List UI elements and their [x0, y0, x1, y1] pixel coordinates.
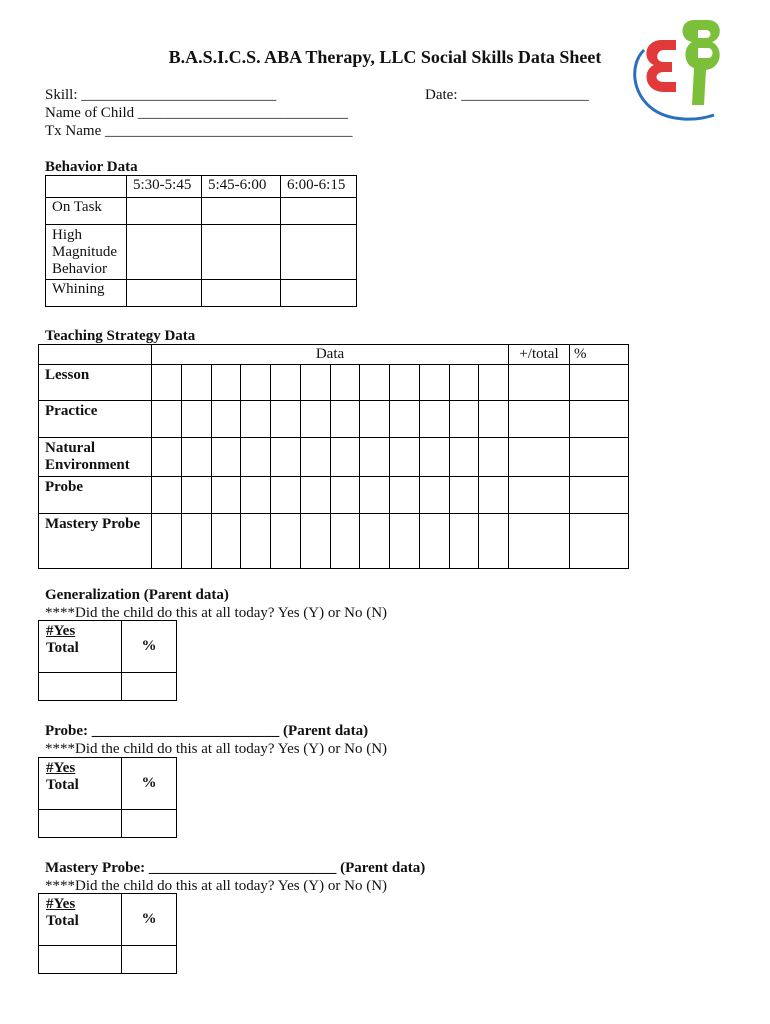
data-cell[interactable]: [479, 365, 509, 401]
mastery-heading: Mastery Probe: _________________________ (Parent data): [45, 860, 426, 876]
teaching-table: [38, 344, 629, 569]
behavior-col-header: 6:00-6:15: [281, 176, 357, 198]
percent-cell[interactable]: [122, 810, 177, 838]
teaching-heading: Teaching Strategy Data: [45, 328, 196, 344]
data-cell[interactable]: [360, 365, 390, 401]
data-cell[interactable]: [449, 477, 479, 514]
percent-cell[interactable]: [570, 477, 629, 514]
data-cell[interactable]: [271, 438, 301, 477]
yes-label: #Yes: [46, 896, 76, 912]
data-cell[interactable]: [211, 401, 241, 438]
teaching-row-label: Practice: [39, 401, 152, 438]
data-cell[interactable]: [360, 401, 390, 438]
total-cell[interactable]: [509, 365, 570, 401]
total-cell[interactable]: [509, 477, 570, 514]
percent-label: %: [122, 894, 177, 946]
data-cell[interactable]: [181, 514, 211, 569]
data-cell[interactable]: [181, 438, 211, 477]
data-cell[interactable]: [330, 365, 360, 401]
behavior-cell[interactable]: [127, 198, 202, 225]
behavior-table: [45, 175, 357, 307]
behavior-col-header: [46, 176, 127, 198]
behavior-cell[interactable]: [202, 225, 281, 280]
page-title: B.A.S.I.C.S. ABA Therapy, LLC Social Skills Data Sheet: [168, 47, 602, 67]
data-cell[interactable]: [211, 514, 241, 569]
data-cell[interactable]: [152, 514, 182, 569]
data-cell[interactable]: [479, 514, 509, 569]
data-cell[interactable]: [419, 514, 449, 569]
teaching-row-label: Probe: [39, 477, 152, 514]
behavior-cell[interactable]: [127, 225, 202, 280]
generalization-heading: Generalization (Parent data): [45, 587, 229, 603]
teaching-row: [39, 365, 629, 401]
data-cell[interactable]: [152, 365, 182, 401]
data-cell[interactable]: [241, 365, 271, 401]
probe-table: [38, 757, 177, 838]
percent-cell[interactable]: [122, 946, 177, 974]
yes-total-label: [39, 758, 122, 810]
data-cell[interactable]: [479, 477, 509, 514]
percent-label: %: [122, 758, 177, 810]
yes-total-cell[interactable]: [39, 810, 122, 838]
data-cell[interactable]: [211, 477, 241, 514]
data-cell[interactable]: [449, 438, 479, 477]
data-cell[interactable]: [211, 365, 241, 401]
behavior-cell[interactable]: [202, 198, 281, 225]
data-cell[interactable]: [241, 514, 271, 569]
data-cell[interactable]: [300, 514, 330, 569]
teaching-row: [39, 514, 629, 569]
data-cell[interactable]: [360, 477, 390, 514]
data-cell[interactable]: [419, 438, 449, 477]
data-cell[interactable]: [419, 477, 449, 514]
percent-cell[interactable]: [122, 673, 177, 701]
teaching-row: [39, 401, 629, 438]
data-cell[interactable]: [449, 514, 479, 569]
data-cell[interactable]: [181, 401, 211, 438]
total-label: Total: [46, 913, 79, 929]
percent-cell[interactable]: [570, 365, 629, 401]
data-cell[interactable]: [271, 365, 301, 401]
data-cell[interactable]: [300, 401, 330, 438]
data-cell[interactable]: [271, 401, 301, 438]
data-cell[interactable]: [479, 438, 509, 477]
total-label: Total: [46, 640, 79, 656]
behavior-cell[interactable]: [202, 280, 281, 307]
data-cell[interactable]: [390, 401, 420, 438]
data-cell[interactable]: [479, 401, 509, 438]
data-cell[interactable]: [449, 365, 479, 401]
data-cell[interactable]: [449, 401, 479, 438]
data-cell[interactable]: [360, 514, 390, 569]
data-cell[interactable]: [390, 438, 420, 477]
data-cell[interactable]: [241, 401, 271, 438]
behavior-cell[interactable]: [127, 280, 202, 307]
total-label: Total: [46, 777, 79, 793]
data-cell[interactable]: [390, 477, 420, 514]
data-cell[interactable]: [330, 438, 360, 477]
data-cell[interactable]: [300, 438, 330, 477]
data-cell[interactable]: [300, 477, 330, 514]
probe-question: ****Did the child do this at all today? Yes (Y) or No (N): [45, 741, 388, 757]
data-cell[interactable]: [330, 477, 360, 514]
company-logo: [624, 10, 752, 128]
data-cell[interactable]: [330, 514, 360, 569]
yes-total-cell[interactable]: [39, 946, 122, 974]
child-name-field[interactable]: Name of Child ____________________________: [45, 105, 348, 121]
data-cell[interactable]: [181, 477, 211, 514]
mastery-table: [38, 893, 177, 974]
yes-total-label: [39, 894, 122, 946]
percent-column-header: %: [570, 345, 629, 365]
yes-total-cell[interactable]: [39, 673, 122, 701]
date-field[interactable]: Date: _________________: [425, 87, 589, 103]
skill-field[interactable]: Skill: __________________________: [45, 87, 277, 103]
probe-heading: Probe: _________________________ (Parent data): [45, 723, 369, 739]
data-cell[interactable]: [241, 438, 271, 477]
total-cell[interactable]: [509, 438, 570, 477]
data-column-header: Data: [152, 345, 509, 365]
data-cell[interactable]: [419, 401, 449, 438]
data-cell[interactable]: [271, 514, 301, 569]
behavior-heading: Behavior Data: [45, 159, 138, 175]
percent-label: %: [122, 621, 177, 673]
teaching-row-label: Natural Environment: [39, 438, 152, 477]
generalization-question: ****Did the child do this at all today? Yes (Y) or No (N): [45, 605, 388, 621]
total-cell[interactable]: [509, 401, 570, 438]
yes-total-label: [39, 621, 122, 673]
teaching-row-label: Mastery Probe: [39, 514, 152, 569]
data-cell[interactable]: [419, 365, 449, 401]
teaching-row: [39, 438, 629, 477]
behavior-row-label: On Task: [46, 198, 127, 225]
behavior-row-label: High Magnitude Behavior: [46, 225, 127, 280]
data-cell[interactable]: [181, 365, 211, 401]
data-cell[interactable]: [152, 438, 182, 477]
data-cell[interactable]: [241, 477, 271, 514]
generalization-table: [38, 620, 177, 701]
data-cell[interactable]: [390, 514, 420, 569]
tx-name-field[interactable]: Tx Name _________________________________: [45, 123, 353, 139]
data-cell[interactable]: [360, 438, 390, 477]
data-cell[interactable]: [300, 365, 330, 401]
data-cell[interactable]: [152, 477, 182, 514]
behavior-cell[interactable]: [281, 198, 357, 225]
percent-cell[interactable]: [570, 514, 629, 569]
behavior-col-header: 5:30-5:45: [127, 176, 202, 198]
percent-cell[interactable]: [570, 401, 629, 438]
data-cell[interactable]: [330, 401, 360, 438]
data-cell[interactable]: [211, 438, 241, 477]
total-column-header: +/total: [509, 345, 570, 365]
yes-label: #Yes: [46, 623, 76, 639]
mastery-question: ****Did the child do this at all today? Yes (Y) or No (N): [45, 878, 388, 894]
teaching-row: [39, 477, 629, 514]
teaching-row-label: Lesson: [39, 365, 152, 401]
percent-cell[interactable]: [570, 438, 629, 477]
data-cell[interactable]: [152, 401, 182, 438]
behavior-col-header: 5:45-6:00: [202, 176, 281, 198]
behavior-cell[interactable]: [281, 280, 357, 307]
yes-label: #Yes: [46, 760, 76, 776]
teaching-corner-cell: [39, 345, 152, 365]
data-cell[interactable]: [271, 477, 301, 514]
behavior-cell[interactable]: [281, 225, 357, 280]
data-cell[interactable]: [390, 365, 420, 401]
behavior-row-label: Whining: [46, 280, 127, 307]
total-cell[interactable]: [509, 514, 570, 569]
